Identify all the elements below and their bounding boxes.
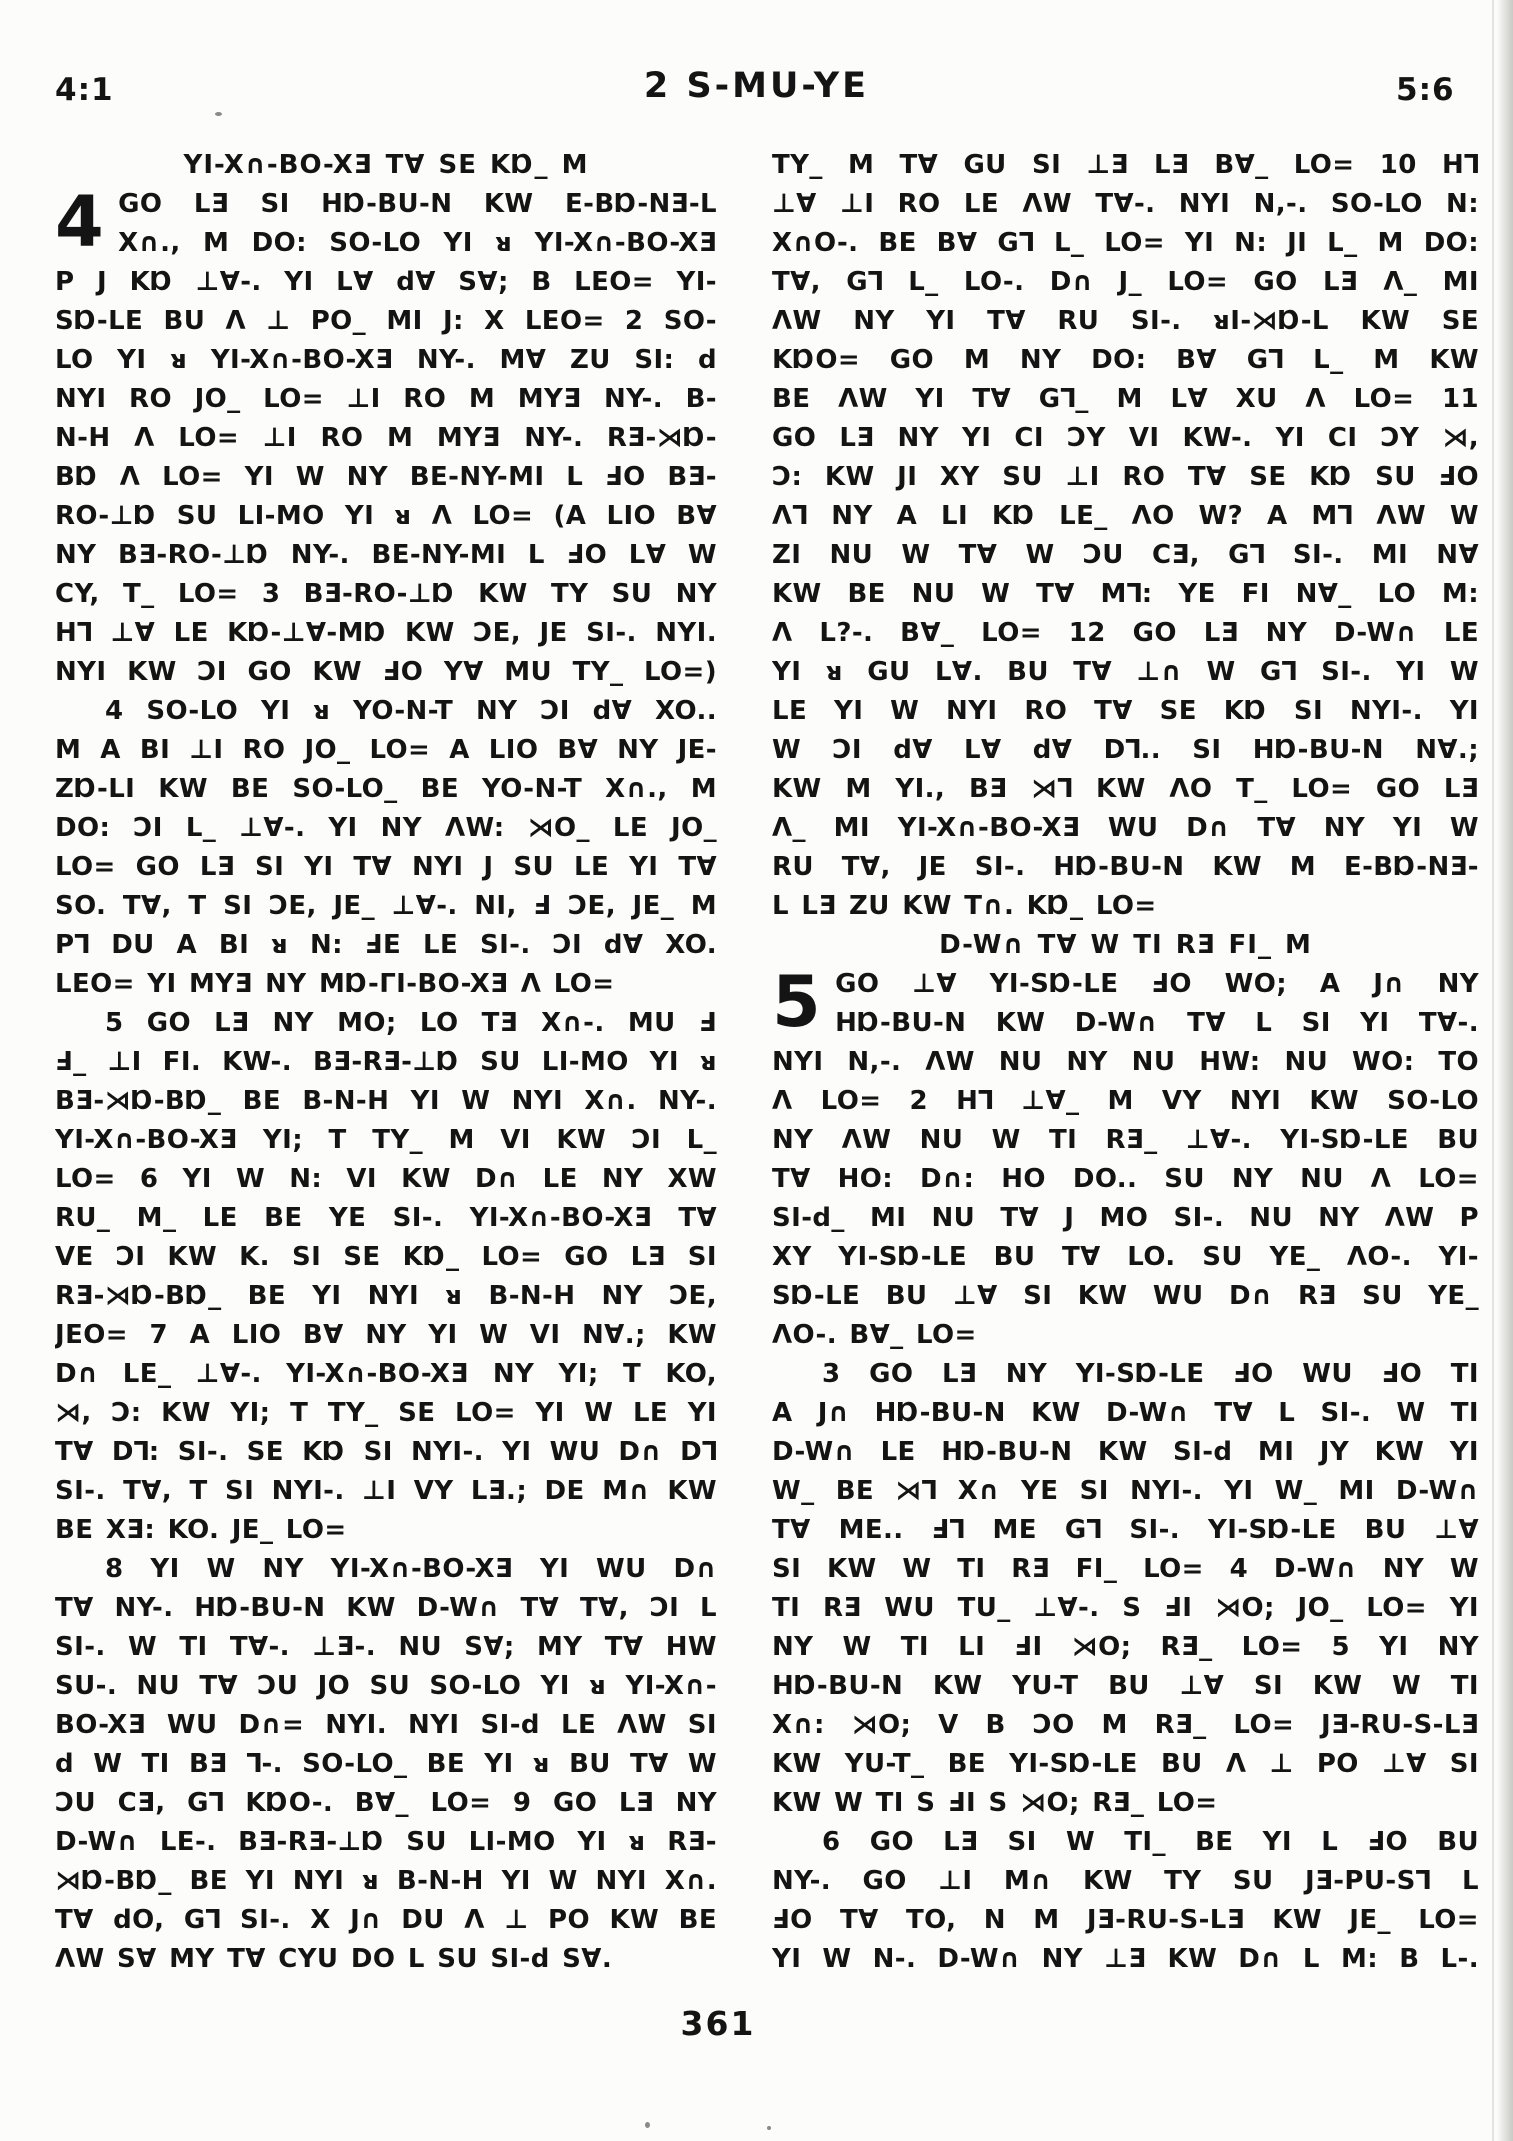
scan-speck — [645, 2122, 650, 2128]
body-line: KW M YI., BƎ ⋊⅂ KW ΛO T_ LO= GO LƎ — [772, 774, 1479, 804]
scan-edge-shadow — [1497, 0, 1513, 2141]
section-heading: YI-X∩-BO-XƎ T∀ SE KⱰ_ M — [183, 150, 589, 180]
body-line: ƆU CƎ, G⅂ KⱰO-. B∀_ LO= 9 GO LƎ NY — [55, 1788, 717, 1818]
body-line: Λ_ MI YI-X∩-BO-XƎ WU D∩ T∀ NY YI W — [772, 813, 1479, 843]
body-line: ΛW NY YI T∀ RU SI-. ᴚI-⋊Ɒ-L KW SE — [772, 306, 1479, 336]
body-line: RU T∀, JE SI-. HⱰ-BU-N KW M E-BⱰ-NƎ- — [772, 852, 1479, 882]
body-line: BO-XƎ WU D∩= NYI. NYI SI-d LE ΛW SI — [55, 1710, 717, 1740]
body-line: BⱰ Λ LO= YI W NY BE-NY-MI L ℲO BƎ- — [55, 462, 717, 492]
body-line: CY, T_ LO= 3 BƎ-RO-⊥Ɒ KW TY SU NY — [55, 579, 717, 609]
body-line: 6 GO LƎ SI W TI_ BE YI L ℲO BU — [822, 1827, 1479, 1857]
body-line: ΛW S∀ MY T∀ CYU DO L SU SI-d S∀. — [55, 1944, 613, 1974]
body-line: ℲO T∀ TO, N M JƎ-RU-S-LƎ KW JE_ LO= — [772, 1905, 1479, 1935]
body-line: L LƎ ZU KW T∩. KⱰ_ LO= — [772, 891, 1157, 921]
body-line: RO-⊥Ɒ SU LI-MO YI ᴚ Λ LO= (A LIO B∀ — [55, 501, 717, 531]
body-line: YI-X∩-BO-XƎ YI; T TY_ M VI KW ƆI L_ — [55, 1125, 717, 1155]
chapter-4-opening — [55, 181, 717, 263]
body-line: Ⅎ_ ⊥I FI. KW-. BƎ-RƎ-⊥Ɒ SU LI-MO YI ᴚ — [55, 1047, 717, 1077]
body-line: ⋊, Ɔ: KW YI; T TY_ SE LO= YI W LE YI — [55, 1398, 717, 1428]
body-line: KW BE NU W T∀ M⅂: YE FI N∀_ LO M: — [772, 579, 1479, 609]
body-line: 8 YI W NY YI-X∩-BO-XƎ YI WU D∩ — [105, 1554, 717, 1584]
body-line: Λ LO= 2 H⅂ ⊥∀_ M VY NYI KW SO-LO — [772, 1086, 1479, 1116]
body-line: VE ƆI KW K. SI SE KⱰ_ LO= GO LƎ SI — [55, 1242, 717, 1272]
body-line: LEO= YI MYƎ NY MⱰ-ΓI-BO-XƎ Λ LO= — [55, 969, 615, 999]
body-line: KW YU-T_ BE YI-SⱰ-LE BU Λ ⊥ PO ⊥∀ SI — [772, 1749, 1479, 1779]
body-line: Ɔ: KW JI XY SU ⊥I RO T∀ SE KⱰ SU ℲO — [772, 462, 1479, 492]
body-line: T∀ NY-. HⱰ-BU-N KW D-W∩ T∀ T∀, ƆI L — [55, 1593, 717, 1623]
body-line: D-W∩ LE-. BƎ-RƎ-⊥Ɒ SU LI-MO YI ᴚ RƎ- — [55, 1827, 717, 1857]
drop-cap-lines — [55, 181, 717, 263]
body-line: LE YI W NYI RO T∀ SE KⱰ SI NYI-. YI — [772, 696, 1479, 726]
body-line: SⱰ-LE BU Λ ⊥ PO_ MI J: X LEO= 2 SO- — [55, 306, 717, 336]
body-line: W ƆI d∀ L∀ d∀ D⅂.. SI HⱰ-BU-N N∀.; — [772, 735, 1479, 765]
body-line: TI RƎ WU TU_ ⊥∀-. S ℲI ⋊O; JO_ LO= YI — [772, 1593, 1479, 1623]
body-line: HⱰ-BU-N KW YU-T BU ⊥∀ SI KW W TI — [772, 1671, 1479, 1701]
scan-speck — [767, 2126, 771, 2130]
body-line: NYI KW ƆI GO KW ℲO Y∀ MU TY_ LO=) — [55, 657, 717, 687]
body-line: ZI NU W T∀ W ƆU CƎ, G⅂ SI-. MI N∀ — [772, 540, 1479, 570]
body-line: RU_ M_ LE BE YE SI-. YI-X∩-BO-XƎ T∀ — [55, 1203, 717, 1233]
body-line: T∀ ME.. Ⅎ⅂ ME G⅂ SI-. YI-SⱰ-LE BU ⊥∀ — [772, 1515, 1479, 1545]
body-line: SI-. W TI T∀-. ⊥Ǝ-. NU S∀; MY T∀ HW — [55, 1632, 717, 1662]
body-line: SⱰ-LE BU ⊥∀ SI KW WU D∩ RƎ SU YE_ — [772, 1281, 1479, 1311]
body-line: GO LƎ SI HⱰ-BU-N KW E-BⱰ-NƎ-L — [118, 189, 717, 219]
page-title: 2 S-MU-YE — [643, 66, 870, 106]
body-line: JEO= 7 A LIO B∀ NY YI W VI N∀.; KW — [55, 1320, 717, 1350]
body-line: LO= GO LƎ SI YI T∀ NYI J SU LE YI T∀ — [55, 852, 717, 882]
body-line: XY YI-SⱰ-LE BU T∀ LO. SU YE_ ΛO-. YI- — [772, 1242, 1479, 1272]
body-line: NY ΛW NU W TI RƎ_ ⊥∀-. YI-SⱰ-LE BU — [772, 1125, 1479, 1155]
body-line: T∀, G⅂ L_ LO-. D∩ J_ LO= GO LƎ Λ_ MI — [772, 267, 1479, 297]
body-line: ⋊Ɒ-BⱰ_ BE YI NYI ᴚ B-N-H YI W NYI X∩. — [55, 1866, 717, 1896]
body-line: NYI N,-. ΛW NU NY NU HW: NU WO: TO — [772, 1047, 1479, 1077]
body-line: BƎ-⋊Ɒ-BⱰ_ BE B-N-H YI W NYI X∩. NY-. — [55, 1086, 717, 1116]
section-heading: D-W∩ T∀ W TI RƎ FI_ M — [939, 930, 1312, 960]
body-line: SI-. T∀, T SI NYI-. ⊥I VY LƎ.; DE M∩ KW — [55, 1476, 717, 1506]
header-verse-ref-left: 4:1 — [55, 72, 114, 108]
body-line: P J KⱰ ⊥∀-. YI L∀ d∀ S∀; B LEO= YI- — [55, 267, 717, 297]
body-line: RƎ-⋊Ɒ-BⱰ_ BE YI NYI ᴚ B-N-H NY ƆE, — [55, 1281, 717, 1311]
body-line: SI-d_ MI NU T∀ J MO SI-. NU NY ΛW P — [772, 1203, 1479, 1233]
body-line: T∀ D⅂: SI-. SE KⱰ SI NYI-. YI WU D∩ D⅂ — [55, 1437, 717, 1467]
body-line: 5 GO LƎ NY MO; LO TƎ X∩-. MU Ⅎ — [105, 1008, 717, 1038]
body-line: BE XƎ: KO. JE_ LO= — [55, 1515, 347, 1545]
body-line: Λ⅂ NY A LI KⱰ LE_ ΛO W? A M⅂ ΛW W — [772, 501, 1479, 531]
body-line: KⱰO= GO M NY DO: B∀ G⅂ L_ M KW — [772, 345, 1479, 375]
body-line: GO ⊥∀ YI-SⱰ-LE ℲO WO; A J∩ NY — [835, 969, 1479, 999]
column-right — [772, 146, 1479, 1979]
body-line: X∩., M DO: SO-LO YI ᴚ YI-X∩-BO-XƎ — [118, 228, 717, 258]
body-line: BE ΛW YI T∀ G⅂_ M L∀ XU Λ LO= 11 — [772, 384, 1479, 414]
column-left — [55, 146, 717, 1979]
body-line: LO YI ᴚ YI-X∩-BO-XƎ NY-. M∀ ZU SI: d — [55, 345, 717, 375]
body-line: KW W TI S ℲI S ⋊O; RƎ_ LO= — [772, 1788, 1218, 1818]
body-line: N-H Λ LO= ⊥I RO M MYƎ NY-. RƎ-⋊Ɒ- — [55, 423, 717, 453]
body-line: ⊥∀ ⊥I RO LE ΛW T∀-. NYI N,-. SO-LO N: — [772, 189, 1479, 219]
body-line: H⅂ ⊥∀ LE KⱰ-⊥∀-MⱰ KW ƆE, JE SI-. NYI. — [55, 618, 717, 648]
body-line: LO= 6 YI W N: VI KW D∩ LE NY XW — [55, 1164, 717, 1194]
chapter-number-drop-cap: 5 — [772, 961, 822, 1043]
body-line: ZⱰ-LI KW BE SO-LO_ BE YO-N-T X∩., M — [55, 774, 717, 804]
scan-edge-line — [1492, 0, 1494, 2141]
body-line: M A BI ⊥I RO JO_ LO= A LIO B∀ NY JE- — [55, 735, 717, 765]
body-line: YI ᴚ GU L∀. BU T∀ ⊥∩ W G⅂ SI-. YI W — [772, 657, 1479, 687]
body-text-right-lower — [772, 1043, 1479, 1979]
body-line: T∀ HO: D∩: HO DO.. SU NY NU Λ LO= — [772, 1164, 1479, 1194]
scan-speck — [215, 112, 222, 116]
body-line: GO LƎ NY YI CI ƆY VI KW-. YI CI ƆY ⋊, — [772, 423, 1479, 453]
body-line: ΛO-. B∀_ LO= — [772, 1320, 977, 1350]
body-line: A J∩ HⱰ-BU-N KW D-W∩ T∀ L SI-. W TI — [772, 1398, 1479, 1428]
body-line: SU-. NU T∀ ƆU JO SU SO-LO YI ᴚ YI-X∩- — [55, 1671, 717, 1701]
body-line: DO: ƆI L_ ⊥∀-. YI NY ΛW: ⋊O_ LE JO_ — [55, 813, 717, 843]
chapter-number-drop-cap: 4 — [55, 181, 105, 263]
body-line: NY-. GO ⊥I M∩ KW TY SU JƎ-PU-S⅂ L — [772, 1866, 1479, 1896]
body-text-left — [55, 263, 717, 1979]
body-line: X∩O-. BE B∀ G⅂ L_ LO= YI N: JI L_ M DO: — [772, 228, 1479, 258]
body-line: P⅂ DU A BI ᴚ N: ℲE LE SI-. ƆI d∀ XO. — [55, 930, 717, 960]
body-line: SO. T∀, T SI ƆE, JE_ ⊥∀-. NI, Ⅎ ƆE, JE_ M — [55, 891, 717, 921]
body-line: NYI RO JO_ LO= ⊥I RO M MYƎ NY-. B- — [55, 384, 717, 414]
body-line: X∩: ⋊O; V B ƆO M RƎ_ LO= JƎ-RU-S-LƎ — [772, 1710, 1479, 1740]
body-line: NY BƎ-RO-⊥Ɒ NY-. BE-NY-MI L ℲO L∀ W — [55, 540, 717, 570]
body-line: SI KW W TI RƎ FI_ LO= 4 D-W∩ NY W — [772, 1554, 1479, 1584]
body-text-right-upper — [772, 146, 1479, 926]
body-line: 4 SO-LO YI ᴚ YO-N-T NY ƆI d∀ XO.. — [105, 696, 717, 726]
body-line: NY W TI LI ℲI ⋊O; RƎ_ LO= 5 YI NY — [772, 1632, 1479, 1662]
body-line: d W TI BƎ ⅂-. SO-LO_ BE YI ᴚ BU T∀ W — [55, 1749, 717, 1779]
body-line: Λ L?-. B∀_ LO= 12 GO LƎ NY D-W∩ LE — [772, 618, 1479, 648]
body-line: W_ BE ⋊⅂ X∩ YE SI NYI-. YI W_ MI D-W∩ — [772, 1476, 1479, 1506]
body-line: 3 GO LƎ NY YI-SⱰ-LE ℲO WU ℲO TI — [822, 1359, 1479, 1389]
drop-cap-lines — [772, 961, 1479, 1043]
body-line: HⱰ-BU-N KW D-W∩ T∀ L SI YI T∀-. — [835, 1008, 1479, 1038]
body-line: YI W N-. D-W∩ NY ⊥Ǝ KW D∩ L M: B L-. — [772, 1944, 1479, 1974]
page-number: 361 — [680, 2004, 756, 2043]
body-line: TY_ M T∀ GU SI ⊥Ǝ LƎ B∀_ LO= 10 H⅂ — [772, 150, 1479, 180]
header-verse-ref-right: 5:6 — [1396, 72, 1455, 108]
body-line: D∩ LE_ ⊥∀-. YI-X∩-BO-XƎ NY YI; T KO, — [55, 1359, 717, 1389]
chapter-5-opening — [772, 961, 1479, 1043]
body-line: T∀ dO, G⅂ SI-. X J∩ DU Λ ⊥ PO KW BE — [55, 1905, 717, 1935]
body-line: D-W∩ LE HⱰ-BU-N KW SI-d MI JY KW YI — [772, 1437, 1479, 1467]
